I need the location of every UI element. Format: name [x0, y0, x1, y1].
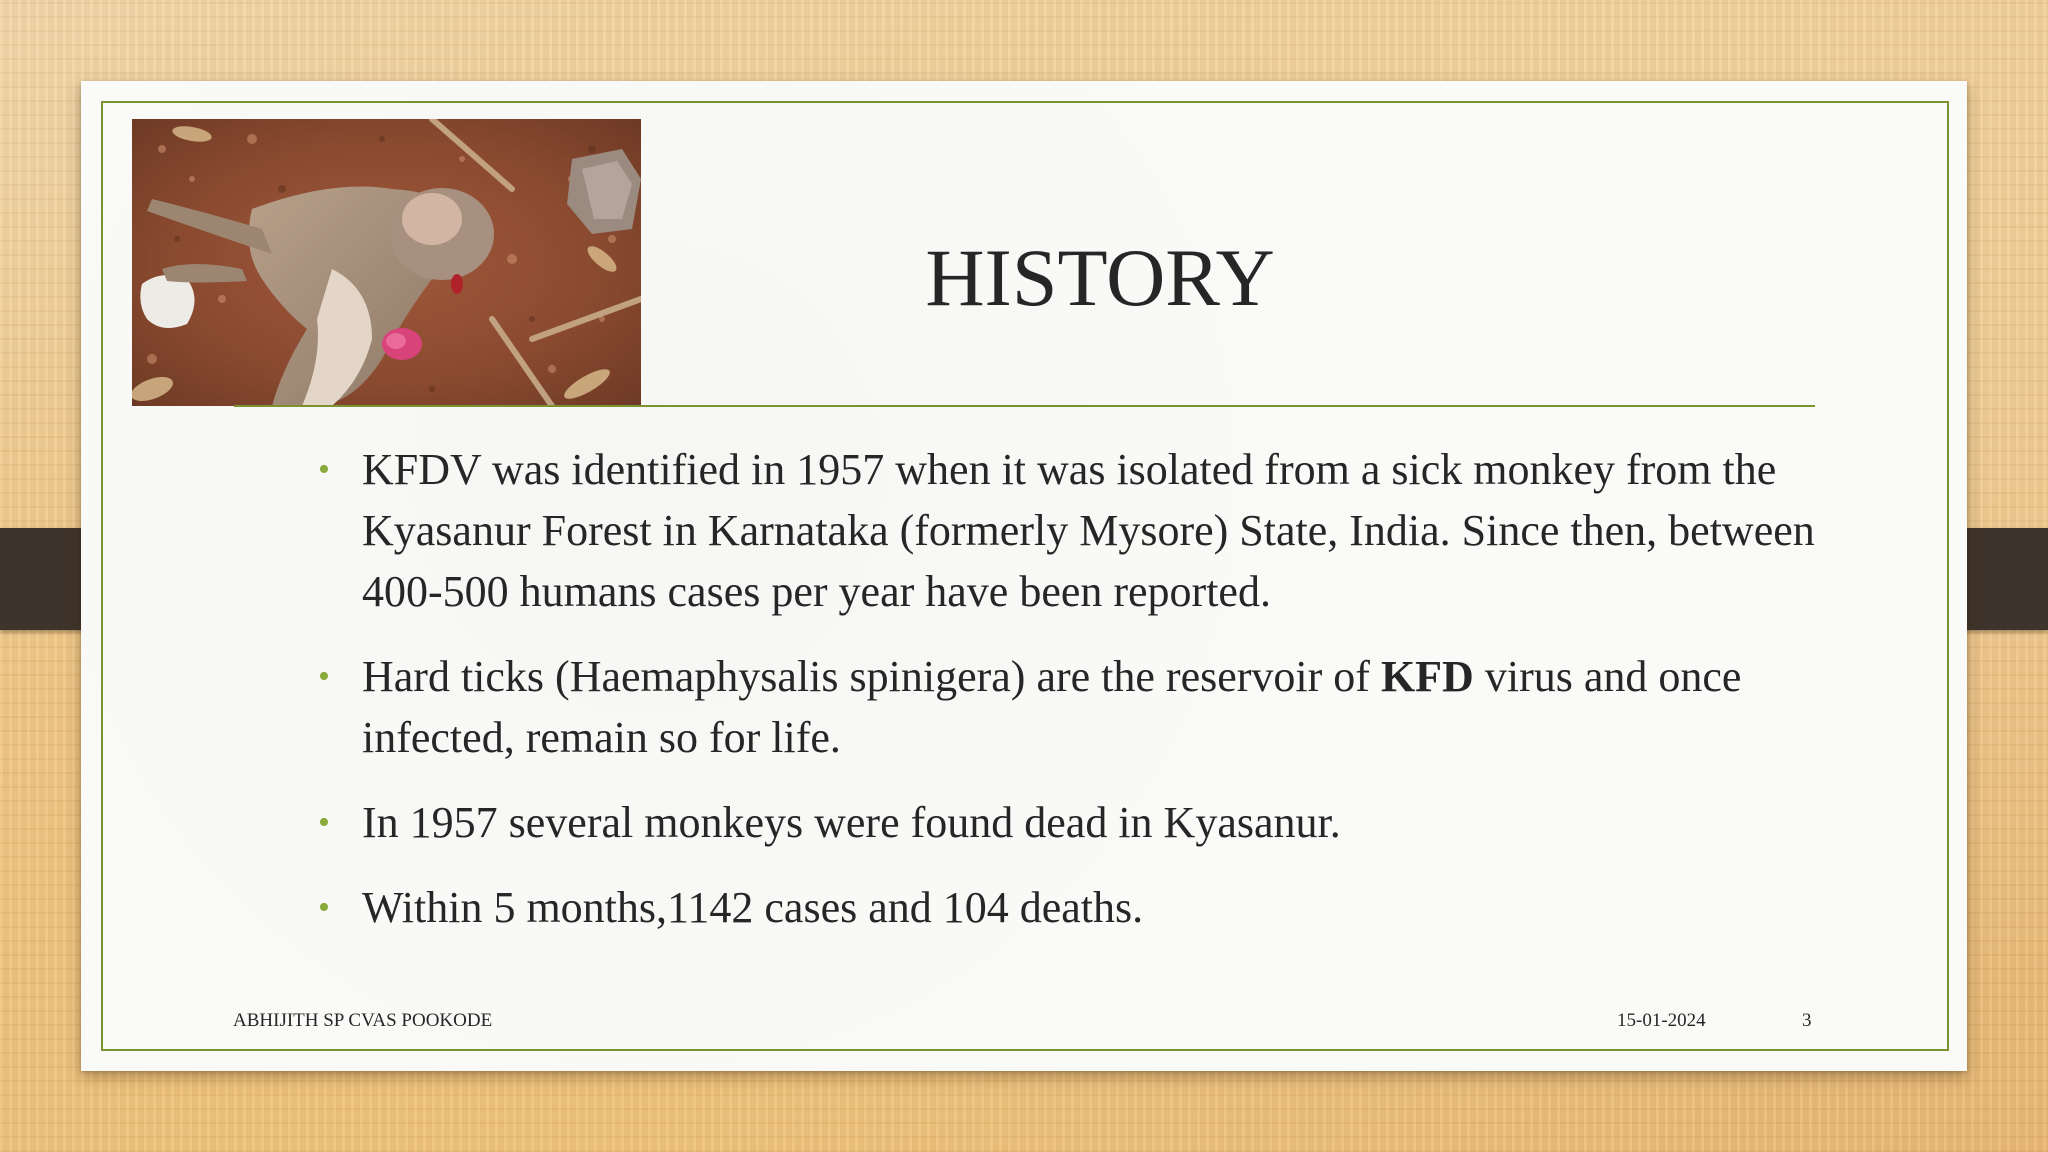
bullet-item [281, 439, 1881, 622]
slide [81, 81, 1967, 1071]
bullet-dot-icon: • [318, 451, 330, 488]
title-underline [234, 405, 1815, 407]
bullet-dot-icon: • [318, 658, 330, 695]
slide-title: HISTORY [925, 232, 1275, 323]
bullet-item [281, 877, 1881, 938]
bullet-text: Within 5 months,1142 cases and 104 deaths. [362, 883, 1144, 932]
bullet-text-bold: KFD [1380, 652, 1474, 701]
bullet-item [281, 646, 1881, 768]
bullet-text-post: virus and once infected, remain so for life. [362, 652, 1742, 762]
footer-date: 15-01-2024 [1617, 1010, 1706, 1031]
dead-monkey-photo [132, 119, 641, 406]
bullet-dot-icon: • [318, 889, 330, 926]
bullet-item [281, 792, 1881, 853]
page-number: 3 [1802, 1010, 1812, 1031]
bullet-text: In 1957 several monkeys were found dead in Kyasanur. [362, 798, 1341, 847]
bullet-text: KFDV was identified in 1957 when it was isolated from a sick monkey from the Kyasanur Forest in Karnataka (formerly Mysore) State, India. Since then, between 400-500 humans cases per year have been reported. [362, 445, 1815, 616]
footer-author: ABHIJITH SP CVAS POOKODE [233, 1010, 493, 1031]
bullet-list [281, 439, 1881, 962]
bullet-text-pre: Hard ticks (Haemaphysalis spinigera) are the reservoir of [362, 652, 1381, 701]
bullet-dot-icon: • [318, 804, 330, 841]
